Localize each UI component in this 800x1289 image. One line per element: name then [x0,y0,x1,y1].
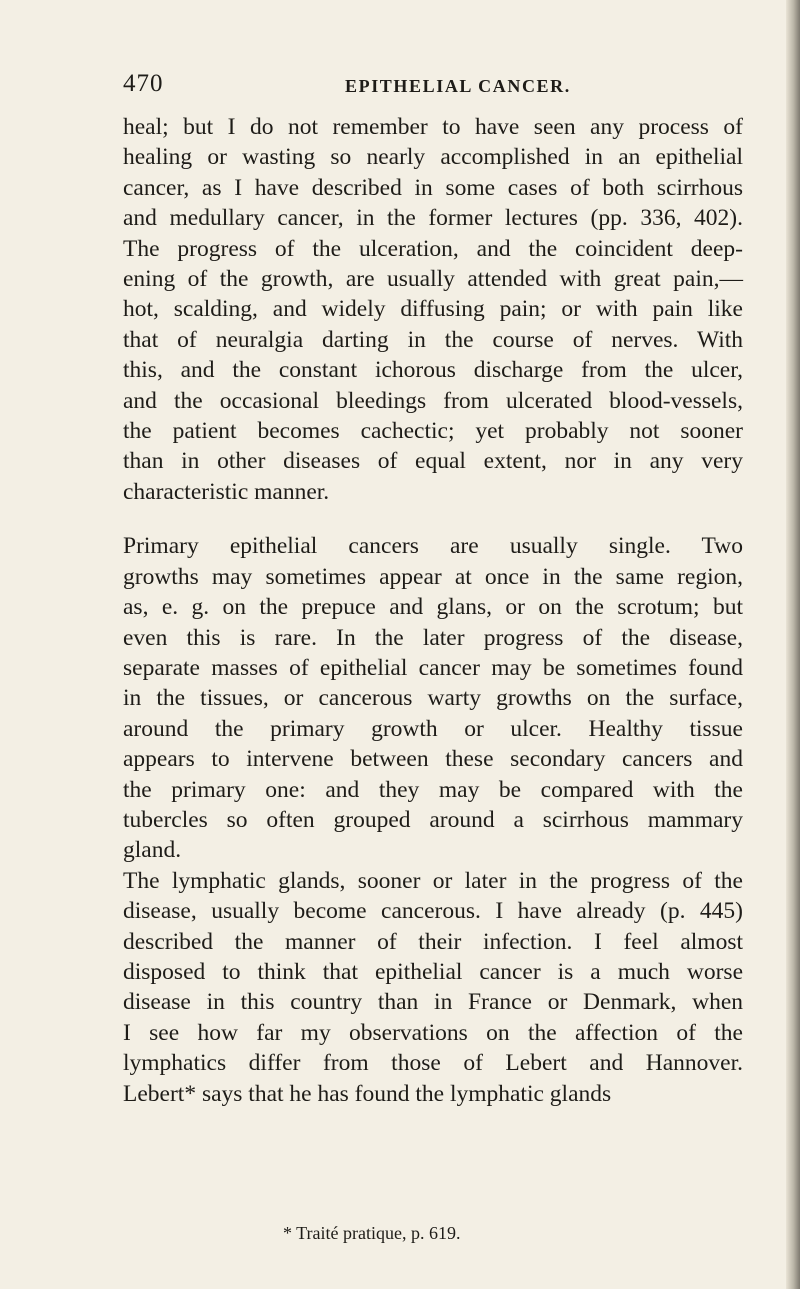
text-line: disease in this country than in France or Denmark, when [123,989,743,1016]
page-number: 470 [123,70,164,97]
text-line: I see how far my observations on the affection of the [123,1019,743,1046]
text-line: Primary epithelial cancers are usually single. Two [123,533,743,560]
text-line: disease, usually become cancerous. I have already (p. 445) [123,898,743,925]
body-text [123,112,743,1109]
text-line: heal; but I do not remember to have seen any process of [123,114,743,140]
text-line: as, e. g. on the prepuce and glans, or on the scrotum; but [123,594,743,621]
text-line: the primary one: and they may be compared with the [123,776,743,803]
text-line: cancer, as I have described in some cases of both scirrhous [123,174,743,201]
paragraph-1 [123,112,743,507]
text-line: ening of the growth, are usually attended with great pain,— [123,266,743,293]
text-line: described the manner of their infection. I feel almost [123,928,743,955]
text-line: The lymphatic glands, sooner or later in the progress of the [123,867,743,894]
text-line: appears to intervene between these secondary cancers and [123,746,743,773]
page-edge [786,0,800,1289]
text-line: tubercles so often grouped around a scirrhous mammary [123,806,743,833]
text-line: lymphatics differ from those of Lebert and Hannover. [123,1050,743,1077]
text-line: hot, scalding, and widely diffusing pain; or with pain like [123,296,743,323]
text-line: The progress of the ulceration, and the coincident deep- [123,235,743,262]
text-line: and medullary cancer, in the former lectures (pp. 336, 402). [123,205,743,232]
footnote: * Traité pratique, p. 619. [283,1223,461,1243]
page-header [123,70,743,104]
text-line: that of neuralgia darting in the course of nerves. With [123,326,743,353]
text-line: gland. [123,837,182,864]
text-line: in the tissues, or cancerous warty growths on the surface, [123,685,743,712]
text-line: this, and the constant ichorous discharge from the ulcer, [123,357,743,384]
paragraph-3 [123,866,743,1109]
text-line: Lebert* says that he has found the lymphatic glands [123,1080,612,1107]
paragraph-2 [123,531,743,865]
running-head: EPITHELIAL CANCER. [345,76,571,96]
text-line: characteristic manner. [123,478,330,505]
text-line: and the occasional bleedings from ulcerated blood-vessels, [123,387,743,414]
text-line: than in other diseases of equal extent, nor in any very [123,448,743,475]
text-line: the patient becomes cachectic; yet probably not sooner [123,418,743,445]
text-line: growths may sometimes appear at once in the same region, [123,563,743,590]
text-line: healing or wasting so nearly accomplished in an epithelial [123,144,743,171]
text-line: disposed to think that epithelial cancer is a much worse [123,958,743,985]
text-line: even this is rare. In the later progress of the disease, [123,624,743,651]
text-line: separate masses of epithelial cancer may be sometimes found [123,654,743,681]
text-line: around the primary growth or ulcer. Healthy tissue [123,715,743,742]
paragraph-gap [123,507,743,531]
